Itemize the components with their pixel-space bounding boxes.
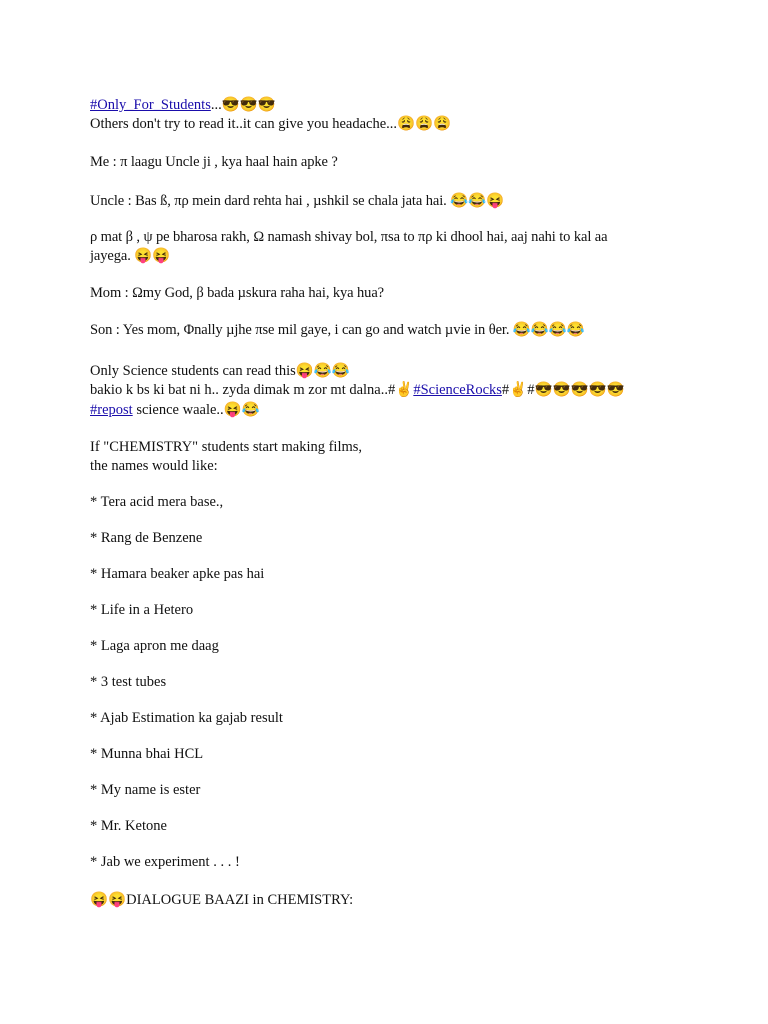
repost-suffix: science waale..😝😂 xyxy=(132,402,260,418)
repost-link[interactable]: #repost xyxy=(90,402,133,418)
film-item: * Hamara beaker apke pas hai xyxy=(90,566,265,582)
dialogue-heading: 😝😝DIALOGUE BAAZI in CHEMISTRY: xyxy=(90,892,354,908)
film-item: * Rang de Benzene xyxy=(90,530,203,546)
film-item: * My name is ester xyxy=(90,782,201,798)
son-dialogue: Son : Yes mom, Φnally µjhe πse mil gaye, i can go and watch µvie in θer. 😂😂😂😂 xyxy=(90,322,585,338)
chemistry-intro-2: the names would like: xyxy=(90,458,218,474)
film-item: * Life in a Hetero xyxy=(90,602,194,618)
film-item: * Mr. Ketone xyxy=(90,818,167,834)
science-rocks-link[interactable]: #ScienceRocks xyxy=(413,382,502,398)
film-item: * Tera acid mera base., xyxy=(90,494,224,510)
mom-dialogue: Mom : Ωmy God, β bada µskura raha hai, kya hua? xyxy=(90,285,385,301)
repost-line xyxy=(90,401,260,420)
science-line-text: bakio k bs ki bat ni h.. zyda dimak m zor mt dalna..#✌ xyxy=(90,382,414,398)
hashtag-suffix: ...😎😎😎 xyxy=(210,97,276,113)
film-item: * Ajab Estimation ka gajab result xyxy=(90,710,283,726)
film-item: * Jab we experiment . . . ! xyxy=(90,854,240,870)
uncle-dialogue: Uncle : Bas ß, πρ mein dard rehta hai , µshkil se chala jata hai. 😂😂😝 xyxy=(90,193,505,209)
science-intro: Only Science students can read this😝😂😂 xyxy=(90,363,350,379)
advice-dialogue: ρ mat β , ψ pe bharosa rakh, Ω namash shivay bol, πsa to πρ ki dhool hai, aaj nahi to kal aa jayega. 😝😝 xyxy=(90,229,608,264)
hashtag-line xyxy=(90,96,276,115)
me-dialogue: Me : π laagu Uncle ji , kya haal hain apke ? xyxy=(90,154,338,170)
film-item: * Munna bhai HCL xyxy=(90,746,204,762)
science-line-suffix: #✌#😎😎😎😎😎 xyxy=(501,382,625,398)
film-item: * Laga apron me daag xyxy=(90,638,219,654)
film-item: * 3 test tubes xyxy=(90,674,167,690)
science-line xyxy=(90,381,625,400)
warning-text: Others don't try to read it..it can give you headache...😩😩😩 xyxy=(90,116,452,132)
only-for-students-link[interactable]: #Only_For_Students xyxy=(90,97,211,113)
chemistry-intro-1: If "CHEMISTRY" students start making films, xyxy=(90,439,363,455)
